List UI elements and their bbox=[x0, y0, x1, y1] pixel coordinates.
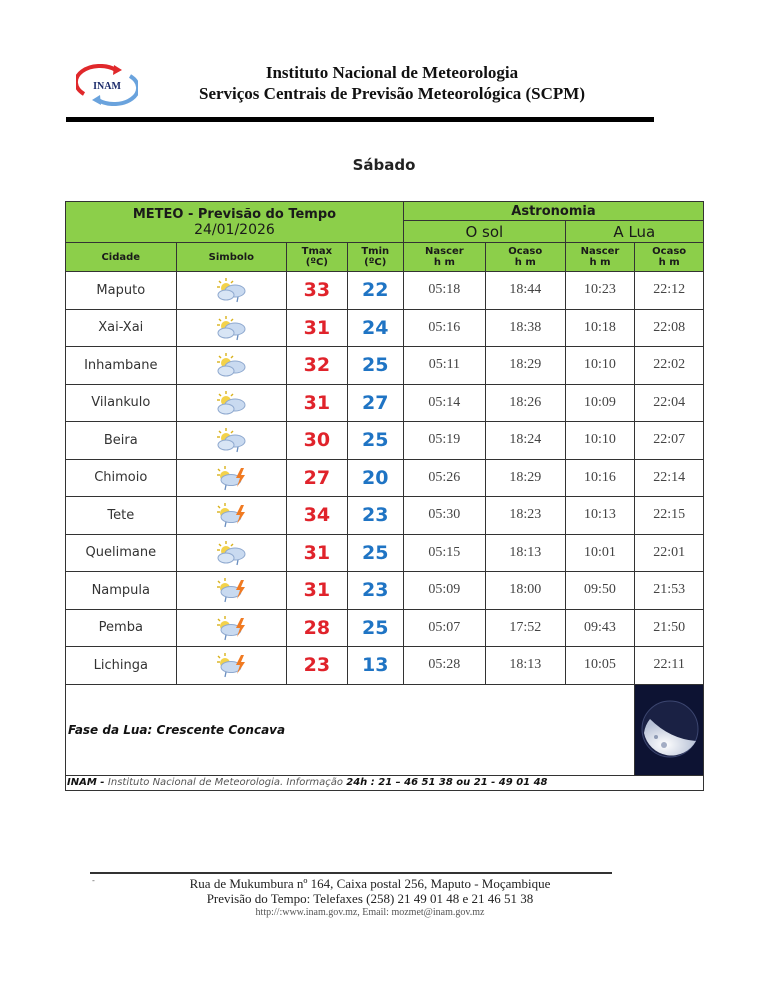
moonrise-time: 09:50 bbox=[565, 572, 635, 610]
moonset-time: 22:15 bbox=[635, 497, 704, 535]
tmax-value: 31 bbox=[287, 309, 347, 347]
moonrise-time: 10:05 bbox=[565, 647, 635, 685]
city-name: Tete bbox=[66, 497, 177, 535]
moonset-time: 22:14 bbox=[635, 459, 704, 497]
partly-cloudy-rain-icon bbox=[214, 280, 248, 299]
footer-divider bbox=[90, 872, 612, 874]
tmin-value: 25 bbox=[347, 422, 403, 460]
city-name: Inhambane bbox=[66, 347, 177, 385]
city-name: Quelimane bbox=[66, 534, 177, 572]
table-row bbox=[66, 497, 704, 535]
tmin-value: 25 bbox=[347, 534, 403, 572]
header-divider bbox=[66, 117, 654, 122]
city-name: Pemba bbox=[66, 609, 177, 647]
sunset-time: 18:38 bbox=[485, 309, 565, 347]
weather-symbol bbox=[176, 647, 287, 685]
weather-symbol bbox=[176, 572, 287, 610]
table-row bbox=[66, 534, 704, 572]
forecast-title-cell bbox=[66, 202, 404, 243]
forecast-title: METEO - Previsão do Tempo bbox=[132, 206, 337, 222]
tmin-value: 20 bbox=[347, 459, 403, 497]
sunset-time: 18:23 bbox=[485, 497, 565, 535]
sun-header: O sol bbox=[403, 221, 565, 243]
col-tmin: Tmin (ºC) bbox=[347, 243, 403, 272]
inam-logo-icon bbox=[76, 64, 138, 106]
tmin-value: 27 bbox=[347, 384, 403, 422]
col-tmax: Tmax (ºC) bbox=[287, 243, 347, 272]
moonrise-time: 10:16 bbox=[565, 459, 635, 497]
moonrise-time: 10:13 bbox=[565, 497, 635, 535]
moonset-time: 22:02 bbox=[635, 347, 704, 385]
weather-symbol bbox=[176, 534, 287, 572]
city-name: Maputo bbox=[66, 272, 177, 310]
sunset-time: 18:44 bbox=[485, 272, 565, 310]
col-sunset: Ocaso h m bbox=[485, 243, 565, 272]
moonset-time: 22:01 bbox=[635, 534, 704, 572]
city-name: Beira bbox=[66, 422, 177, 460]
moonset-time: 22:07 bbox=[635, 422, 704, 460]
tmax-value: 31 bbox=[287, 572, 347, 610]
forecast-table bbox=[65, 201, 704, 791]
sunrise-time: 05:30 bbox=[403, 497, 485, 535]
moonset-time: 22:12 bbox=[635, 272, 704, 310]
thunderstorm-icon bbox=[214, 580, 248, 599]
footer-web: http://:www.inam.gov.mz, Email: mozmet@inam.gov.mz bbox=[255, 907, 485, 918]
table-row bbox=[66, 647, 704, 685]
city-name: Nampula bbox=[66, 572, 177, 610]
moonset-time: 22:11 bbox=[635, 647, 704, 685]
sunset-time: 18:24 bbox=[485, 422, 565, 460]
sunrise-time: 05:15 bbox=[403, 534, 485, 572]
col-moonset: Ocaso h m bbox=[635, 243, 704, 272]
sunset-time: 18:00 bbox=[485, 572, 565, 610]
tmax-value: 31 bbox=[287, 384, 347, 422]
astronomy-header: Astronomia bbox=[403, 202, 703, 221]
table-row bbox=[66, 459, 704, 497]
moonrise-time: 10:10 bbox=[565, 347, 635, 385]
thunderstorm-icon bbox=[214, 655, 248, 674]
weather-symbol bbox=[176, 459, 287, 497]
moonset-time: 22:04 bbox=[635, 384, 704, 422]
table-row bbox=[66, 422, 704, 460]
footer-phones: Previsão do Tempo: Telefaxes (258) 21 49 01 48 e 21 46 51 38 bbox=[206, 891, 534, 906]
day-title: Sábado bbox=[352, 156, 416, 174]
moon-crescent-icon bbox=[636, 685, 702, 771]
tmax-value: 23 bbox=[287, 647, 347, 685]
thunderstorm-icon bbox=[214, 467, 248, 486]
sunset-time: 18:13 bbox=[485, 647, 565, 685]
table-row bbox=[66, 272, 704, 310]
tmin-value: 25 bbox=[347, 609, 403, 647]
sunrise-time: 05:09 bbox=[403, 572, 485, 610]
moon-phase-image bbox=[635, 684, 704, 775]
weather-symbol bbox=[176, 309, 287, 347]
sunrise-time: 05:16 bbox=[403, 309, 485, 347]
document-header bbox=[66, 58, 656, 118]
partly-cloudy-rain-icon bbox=[214, 317, 248, 336]
partly-cloudy-rain-icon bbox=[214, 430, 248, 449]
tmin-value: 24 bbox=[347, 309, 403, 347]
sunset-time: 18:13 bbox=[485, 534, 565, 572]
table-row bbox=[66, 609, 704, 647]
moon-header: A Lua bbox=[565, 221, 703, 243]
col-symbol: Simbolo bbox=[176, 243, 287, 272]
weather-symbol bbox=[176, 384, 287, 422]
table-row bbox=[66, 572, 704, 610]
moonset-time: 22:08 bbox=[635, 309, 704, 347]
sunset-time: 18:29 bbox=[485, 347, 565, 385]
document-footer bbox=[150, 876, 590, 920]
inam-info-line: INAM - Instituto Nacional de Meteorologia. Informação 24h : 21 – 46 51 38 ou 21 - 49 01 48 bbox=[66, 775, 704, 790]
city-name: Vilankulo bbox=[66, 384, 177, 422]
tmax-value: 27 bbox=[287, 459, 347, 497]
sunrise-time: 05:07 bbox=[403, 609, 485, 647]
moonrise-time: 10:18 bbox=[565, 309, 635, 347]
svg-text:INAM: INAM bbox=[93, 81, 121, 92]
tmin-value: 22 bbox=[347, 272, 403, 310]
moonset-time: 21:53 bbox=[635, 572, 704, 610]
partly-cloudy-icon bbox=[214, 355, 248, 374]
city-name: Chimoio bbox=[66, 459, 177, 497]
city-name: Lichinga bbox=[66, 647, 177, 685]
table-row bbox=[66, 347, 704, 385]
sunrise-time: 05:28 bbox=[403, 647, 485, 685]
tmax-value: 32 bbox=[287, 347, 347, 385]
sunset-time: 17:52 bbox=[485, 609, 565, 647]
tmax-value: 34 bbox=[287, 497, 347, 535]
tmax-value: 33 bbox=[287, 272, 347, 310]
sunset-time: 18:29 bbox=[485, 459, 565, 497]
tmax-value: 30 bbox=[287, 422, 347, 460]
table-row bbox=[66, 309, 704, 347]
sunset-time: 18:26 bbox=[485, 384, 565, 422]
sunrise-time: 05:14 bbox=[403, 384, 485, 422]
sunrise-time: 05:26 bbox=[403, 459, 485, 497]
partly-cloudy-icon bbox=[214, 392, 248, 411]
sunrise-time: 05:18 bbox=[403, 272, 485, 310]
thunderstorm-icon bbox=[214, 617, 248, 636]
moonset-time: 21:50 bbox=[635, 609, 704, 647]
table-row bbox=[66, 384, 704, 422]
tmin-value: 25 bbox=[347, 347, 403, 385]
moonrise-time: 09:43 bbox=[565, 609, 635, 647]
moonrise-time: 10:01 bbox=[565, 534, 635, 572]
footer-marker: - bbox=[92, 876, 95, 885]
tmin-value: 13 bbox=[347, 647, 403, 685]
footer-address: Rua de Mukumbura nº 164, Caixa postal 256, Maputo - Moçambique bbox=[189, 876, 551, 891]
weather-symbol bbox=[176, 497, 287, 535]
weather-symbol bbox=[176, 347, 287, 385]
sunrise-time: 05:19 bbox=[403, 422, 485, 460]
tmax-value: 31 bbox=[287, 534, 347, 572]
tmin-value: 23 bbox=[347, 572, 403, 610]
moonrise-time: 10:23 bbox=[565, 272, 635, 310]
moonrise-time: 10:09 bbox=[565, 384, 635, 422]
col-moonrise: Nascer h m bbox=[565, 243, 635, 272]
institute-name: Instituto Nacional de Meteorologia bbox=[265, 63, 519, 82]
city-name: Xai-Xai bbox=[66, 309, 177, 347]
thunderstorm-icon bbox=[214, 505, 248, 524]
partly-cloudy-rain-icon bbox=[214, 542, 248, 561]
weather-symbol bbox=[176, 272, 287, 310]
col-sunrise: Nascer h m bbox=[403, 243, 485, 272]
tmax-value: 28 bbox=[287, 609, 347, 647]
tmin-value: 23 bbox=[347, 497, 403, 535]
forecast-date: 24/01/2026 bbox=[194, 221, 275, 238]
sunrise-time: 05:11 bbox=[403, 347, 485, 385]
moon-phase-label: Fase da Lua: Crescente Concava bbox=[66, 684, 635, 775]
weather-symbol bbox=[176, 422, 287, 460]
col-city: Cidade bbox=[66, 243, 177, 272]
weather-symbol bbox=[176, 609, 287, 647]
moonrise-time: 10:10 bbox=[565, 422, 635, 460]
service-name: Serviços Centrais de Previsão Meteorológica (SCPM) bbox=[198, 84, 586, 103]
